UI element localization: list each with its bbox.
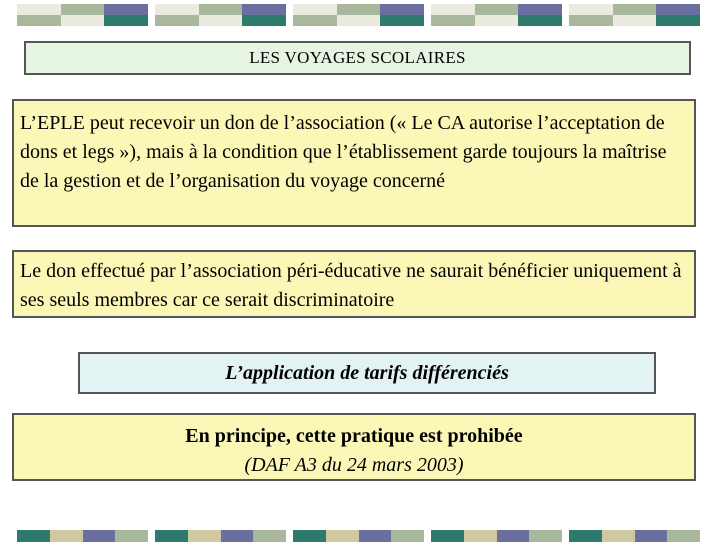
decorative-header-band <box>17 4 700 26</box>
decorative-block <box>569 4 700 26</box>
decorative-block <box>17 4 148 26</box>
decorative-block <box>431 530 562 542</box>
section-subtitle: L’application de tarifs différenciés <box>78 352 656 394</box>
decorative-block <box>293 530 424 542</box>
decorative-block <box>293 4 424 26</box>
slide-title: LES VOYAGES SCOLAIRES <box>24 41 691 75</box>
paragraph-don-association: L’EPLE peut recevoir un don de l’association (« Le CA autorise l’acceptation de dons et legs »), mais à la condition que l’établissement garde toujours la maîtrise de la gestion et de l’organisation du voyage concerné <box>12 99 696 227</box>
conclusion-reference: (DAF A3 du 24 mars 2003) <box>244 454 464 476</box>
conclusion-box <box>12 413 696 481</box>
decorative-block <box>155 530 286 542</box>
conclusion-principle: En principe, cette pratique est prohibée <box>185 425 523 447</box>
decorative-block <box>17 530 148 542</box>
decorative-block <box>569 530 700 542</box>
decorative-block <box>155 4 286 26</box>
decorative-footer-band <box>17 530 700 542</box>
paragraph-non-discrimination: Le don effectué par l’association péri-éducative ne saurait bénéficier uniquement à ses seuls membres car ce serait discriminatoire <box>12 250 696 318</box>
decorative-block <box>431 4 562 26</box>
